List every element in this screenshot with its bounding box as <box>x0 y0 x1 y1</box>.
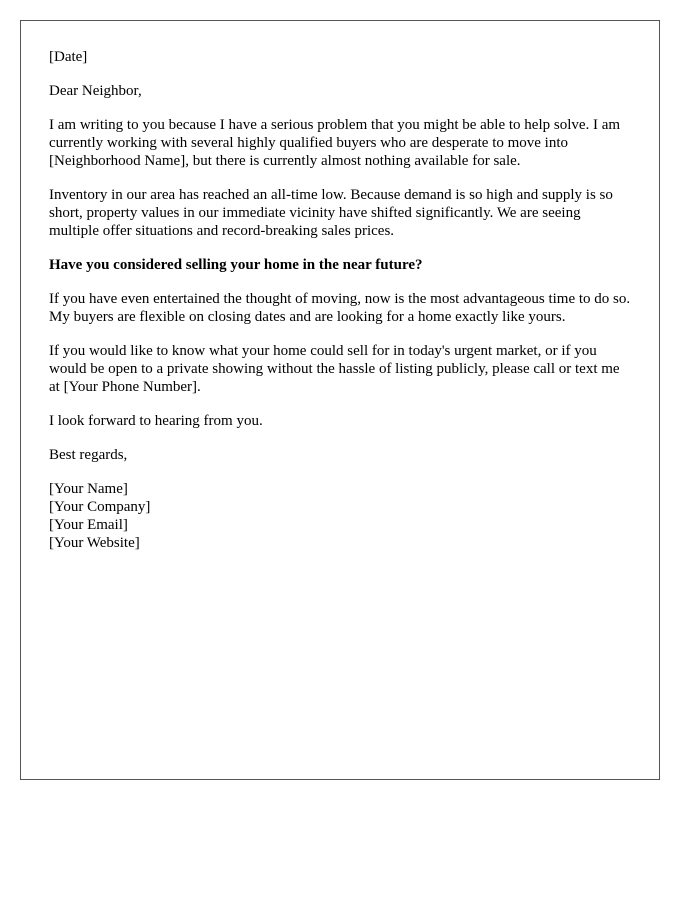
letter-question-heading: Have you considered selling your home in the near future? <box>49 257 423 273</box>
letter-date: [Date] <box>49 49 88 65</box>
letter-page <box>20 20 660 780</box>
letter-paragraph-contact: If you would like to know what your home could sell for in today's urgent market, or if you would be open to a private showing without the hassle of listing publicly, please call or text me at [Your Phone Number]. <box>49 343 620 395</box>
signature-block <box>49 480 631 552</box>
signature-email: [Your Email] <box>49 517 128 533</box>
letter-paragraph-timing: If you have even entertained the thought of moving, now is the most advantageous time to do so. My buyers are flexible on closing dates and are looking for a home exactly like yours. <box>49 291 631 325</box>
letter-closing: Best regards, <box>49 447 128 463</box>
letter-paragraph-intro: I am writing to you because I have a serious problem that you might be able to help solve. I am currently working with several highly qualified buyers who are desperate to move into [Neighborhood Name], but there is currently almost nothing available for sale. <box>49 117 621 169</box>
letter-salutation: Dear Neighbor, <box>49 83 142 99</box>
letter-paragraph-lookforward: I look forward to hearing from you. <box>49 413 263 429</box>
letter-paragraph-inventory: Inventory in our area has reached an all-time low. Because demand is so high and supply is so short, property values in our immediate vicinity have shifted significantly. We are seeing multiple offer situations and record-breaking sales prices. <box>49 187 613 239</box>
signature-name: [Your Name] <box>49 481 128 497</box>
signature-company: [Your Company] <box>49 499 151 515</box>
signature-website: [Your Website] <box>49 535 140 551</box>
